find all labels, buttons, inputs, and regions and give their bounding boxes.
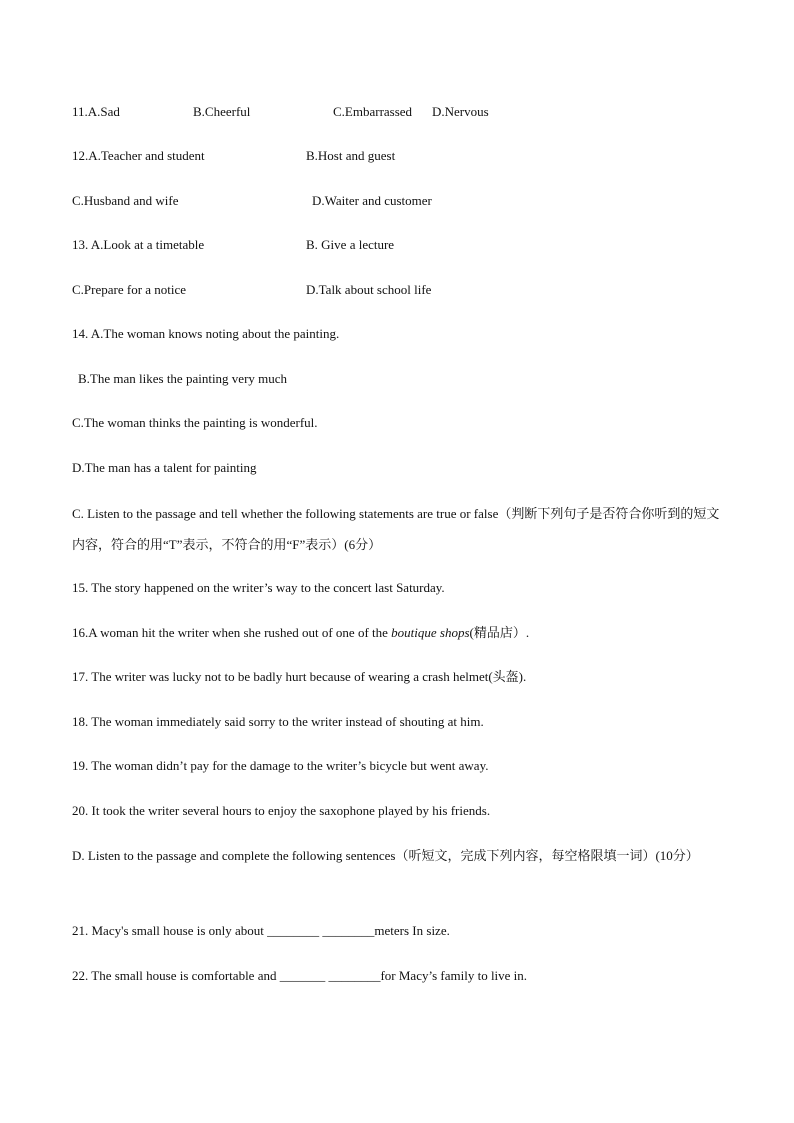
option-d: D.Talk about school life: [306, 282, 432, 297]
question-14-option-c: C.The woman thinks the painting is wonderful.: [72, 415, 318, 430]
option-a: 12.A.Teacher and student: [72, 148, 205, 163]
statement-16-tail: (精品店）.: [469, 625, 530, 640]
statement-19: 19. The woman didn’t pay for the damage to the writer’s bicycle but went away.: [72, 758, 489, 773]
section-d-instruction: D. Listen to the passage and complete the following sentences（听短文，完成下列内容，每空格限填一词）(10分）: [72, 848, 699, 863]
statement-15: 15. The story happened on the writer’s way to the concert last Saturday.: [72, 580, 445, 595]
question-14-option-a: 14. A.The woman knows noting about the painting.: [72, 326, 340, 341]
statement-16-text: 16.A woman hit the writer when she rushed out of one of the: [72, 625, 392, 640]
option-b: B.Cheerful: [193, 104, 251, 119]
statement-16-italic: boutique shops: [391, 625, 470, 640]
option-d: D.Nervous: [432, 104, 489, 119]
statement-18: 18. The woman immediately said sorry to the writer instead of shouting at him.: [72, 714, 484, 729]
statement-16: [72, 625, 529, 641]
option-b: B. Give a lecture: [306, 237, 395, 252]
option-d: D.Waiter and customer: [312, 193, 432, 208]
sentence-22: 22. The small house is comfortable and _______ ________for Macy’s family to live in.: [72, 968, 528, 983]
section-c-instruction: C. Listen to the passage and tell whether the following statements are true or false（判断下列句子是否符合你听到的短文内容，符合的用“T”表示，不符合的用“F”表示）(6分）: [72, 506, 720, 552]
option-a: 11.A.Sad: [72, 104, 120, 119]
statement-17: 17. The writer was lucky not to be badly hurt because of wearing a crash helmet(头盔).: [72, 669, 527, 684]
question-14-option-d: D.The man has a talent for painting: [72, 460, 257, 475]
option-c: C.Prepare for a notice: [72, 282, 187, 297]
sentence-21: 21. Macy's small house is only about ________ ________meters In size.: [72, 923, 450, 938]
question-14-option-b: B.The man likes the painting very much: [78, 371, 288, 386]
option-c: C.Husband and wife: [72, 193, 179, 208]
option-a: 13. A.Look at a timetable: [72, 237, 205, 252]
option-c: C.Embarrassed: [333, 104, 413, 119]
statement-20: 20. It took the writer several hours to enjoy the saxophone played by his friends.: [72, 803, 491, 818]
option-b: B.Host and guest: [306, 148, 396, 163]
